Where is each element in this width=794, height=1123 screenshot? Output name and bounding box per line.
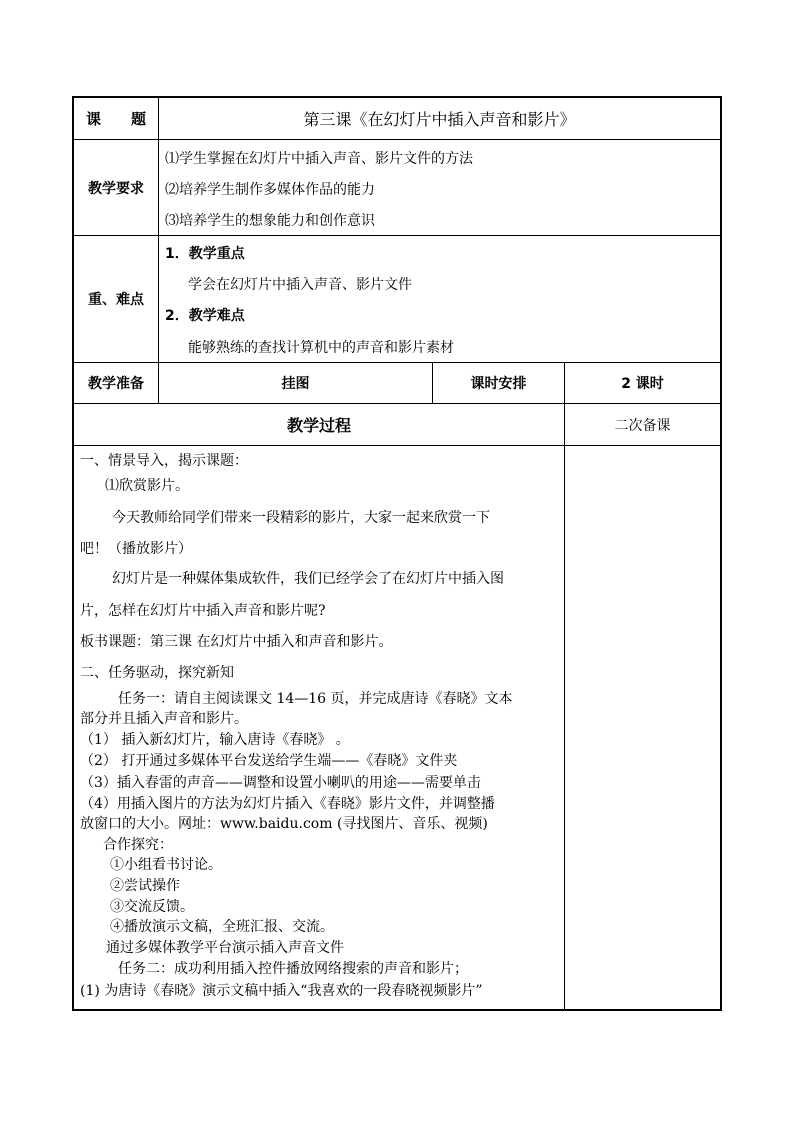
- difficulty-text: 能够熟练的查找计算机中的声音和影片素材: [188, 340, 454, 356]
- process-heading: 教学过程: [286, 416, 351, 435]
- schedule-value: 2 课时: [621, 376, 664, 392]
- requirement-item: ⑵培养学生制作多媒体作品的能力: [165, 182, 375, 198]
- requirement-item: ⑶培养学生的想象能力和创作意识: [165, 213, 375, 229]
- requirements-label: 教学要求: [88, 180, 144, 197]
- process-line: （3）插入春雷的声音——调整和设置小喇叭的用途——需要单击: [80, 775, 481, 791]
- second-preparation-heading: 二次备课: [614, 417, 671, 434]
- process-line: ⑴欣赏影片。: [105, 478, 189, 494]
- process-line: （2） 打开通过多媒体平台发送给学生端——《春晓》文件夹: [80, 753, 458, 769]
- row-divider: [72, 235, 722, 236]
- process-line: 合作探究：: [103, 837, 173, 853]
- process-line: 二、任务驱动，探究新知: [80, 665, 234, 681]
- preparation-label: 教学准备: [88, 376, 144, 392]
- process-line: 板书课题：第三课 在幻灯片中插入和声音和影片。: [80, 634, 393, 650]
- row-divider: [72, 445, 722, 446]
- process-line: (1) 为唐诗《春晓》演示文稿中插入“我喜欢的一段春晓视频影片”: [80, 983, 483, 999]
- column-divider: [158, 96, 159, 403]
- process-line: 放窗口的大小。网址：www.baidu.com (寻找图片、音乐、视频): [80, 816, 488, 832]
- focus-title: 1．教学重点: [165, 246, 245, 262]
- table-border-bottom: [72, 1009, 722, 1011]
- key-points-label: 重、难点: [88, 292, 144, 308]
- process-line: 幻灯片是一种媒体集成软件，我们已经学会了在幻灯片中插入图: [112, 571, 504, 587]
- process-line: 一、情景导入，揭示课题：: [80, 453, 248, 469]
- process-line: 任务一：请自主阅读课文 14—16 页，并完成唐诗《春晓》文本: [118, 691, 513, 707]
- process-line: （4）用插入图片的方法为幻灯片插入《春晓》影片文件，并调整播: [80, 796, 495, 812]
- requirement-item: ⑴学生掌握在幻灯片中插入声音、影片文件的方法: [165, 151, 473, 167]
- table-border-right: [720, 96, 722, 1011]
- process-line: 片，怎样在幻灯片中插入声音和影片呢?: [80, 603, 326, 619]
- schedule-label: 课时安排: [470, 376, 527, 392]
- focus-text: 学会在幻灯片中插入声音、影片文件: [188, 277, 412, 293]
- process-line: （1） 插入新幻灯片，输入唐诗《春晓》 。: [80, 732, 350, 748]
- topic-value: 第三课《在幻灯片中插入声音和影片》: [303, 110, 576, 129]
- process-line: ④播放演示文稿，全班汇报、交流。: [110, 919, 334, 935]
- process-line: ②尝试操作: [110, 878, 180, 894]
- difficulty-title: 2．教学难点: [165, 308, 245, 324]
- process-line: 吧！（播放影片）: [80, 541, 192, 557]
- column-divider: [564, 362, 565, 1009]
- process-line: 今天教师给同学们带来一段精彩的影片，大家一起来欣赏一下: [112, 510, 490, 526]
- row-divider: [72, 139, 722, 140]
- process-line: 部分并且插入声音和影片。: [80, 711, 248, 727]
- process-line: 通过多媒体教学平台演示插入声音文件: [106, 940, 344, 956]
- process-line: ③交流反馈。: [110, 899, 194, 915]
- process-line: 任务二：成功利用插入控件播放网络搜索的声音和影片；: [118, 961, 468, 977]
- process-line: ①小组看书讨论。: [110, 857, 222, 873]
- preparation-value: 挂图: [281, 376, 310, 392]
- topic-label: 课 题: [85, 110, 146, 128]
